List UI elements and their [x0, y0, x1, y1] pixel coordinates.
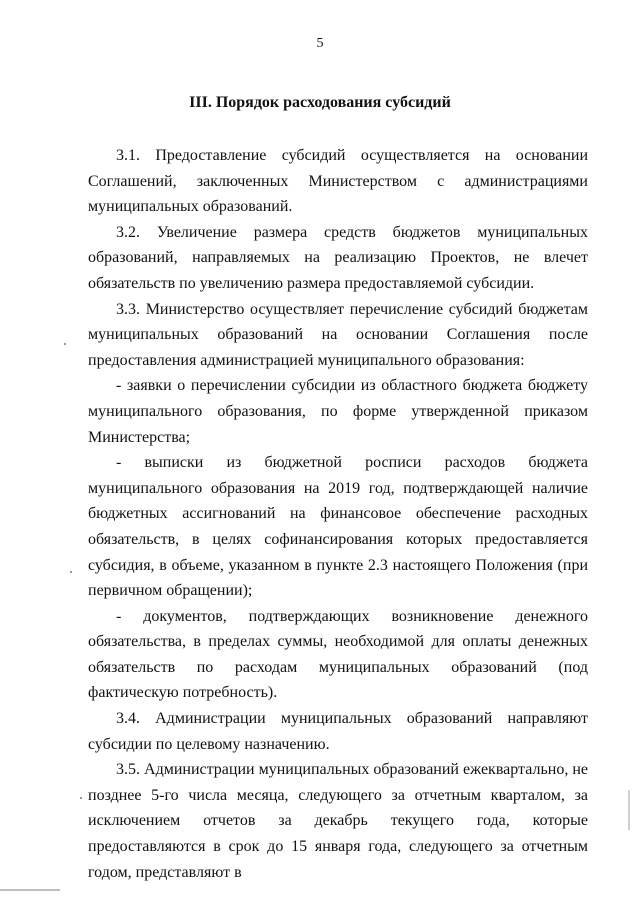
- section-title: III. Порядок расходования субсидий: [189, 94, 451, 111]
- scan-artifact: [0, 889, 60, 891]
- scan-artifact: [628, 790, 630, 830]
- list-item-documents: - документов, подтверждающих возникновение денежного обязательства, в пределах суммы, необходимой для оплаты денежных обязательств по расходам муниципальных образований (под фактическую потребность).: [88, 607, 588, 702]
- body-text: [88, 143, 588, 885]
- scan-artifact: [80, 797, 82, 799]
- paragraph-3-5: 3.5. Администрации муниципальных образований ежеквартально, не позднее 5-го числа месяца, следующего за отчетным кварталом, за исключением отчетов за декабрь текущего года, которые предоставляются в срок до 15 января года, следующего за отчетным годом, представляют в: [88, 761, 588, 881]
- paragraph-3-1: 3.1. Предоставление субсидий осуществляется на основании Соглашений, заключенных Министерством с администрациями муниципальных образований.: [88, 147, 588, 216]
- paragraph-3-2: 3.2. Увеличение размера средств бюджетов муниципальных образований, направляемых на реализацию Проектов, не влечет обязательств по увеличению размера предоставляемой субсидии.: [88, 223, 588, 292]
- scan-artifact: [70, 571, 72, 573]
- paragraph-3-3: 3.3. Министерство осуществляет перечисление субсидий бюджетам муниципальных образований на основании Соглашения после предоставления администрацией муниципального образования:: [88, 300, 588, 369]
- list-item-budget-extract: - выписки из бюджетной росписи расходов бюджета муниципального образования на 2019 год, подтверждающей наличие бюджетных ассигнований на финансовое обеспечение расходных обязательств, в целях софинансирования которых предоставляется субсидия, в объеме, указанном в пункте 2.3 настоящего Положения (при первичном обращении);: [88, 454, 588, 600]
- list-item-application: - заявки о перечислении субсидии из областного бюджета бюджету муниципального образования, по форме утвержденной приказом Министерства;: [88, 377, 588, 446]
- paragraph-3-4: 3.4. Администрации муниципальных образований направляют субсидии по целевому назначению.: [88, 710, 588, 753]
- page-number: 5: [316, 36, 324, 51]
- scan-artifact: [64, 343, 66, 345]
